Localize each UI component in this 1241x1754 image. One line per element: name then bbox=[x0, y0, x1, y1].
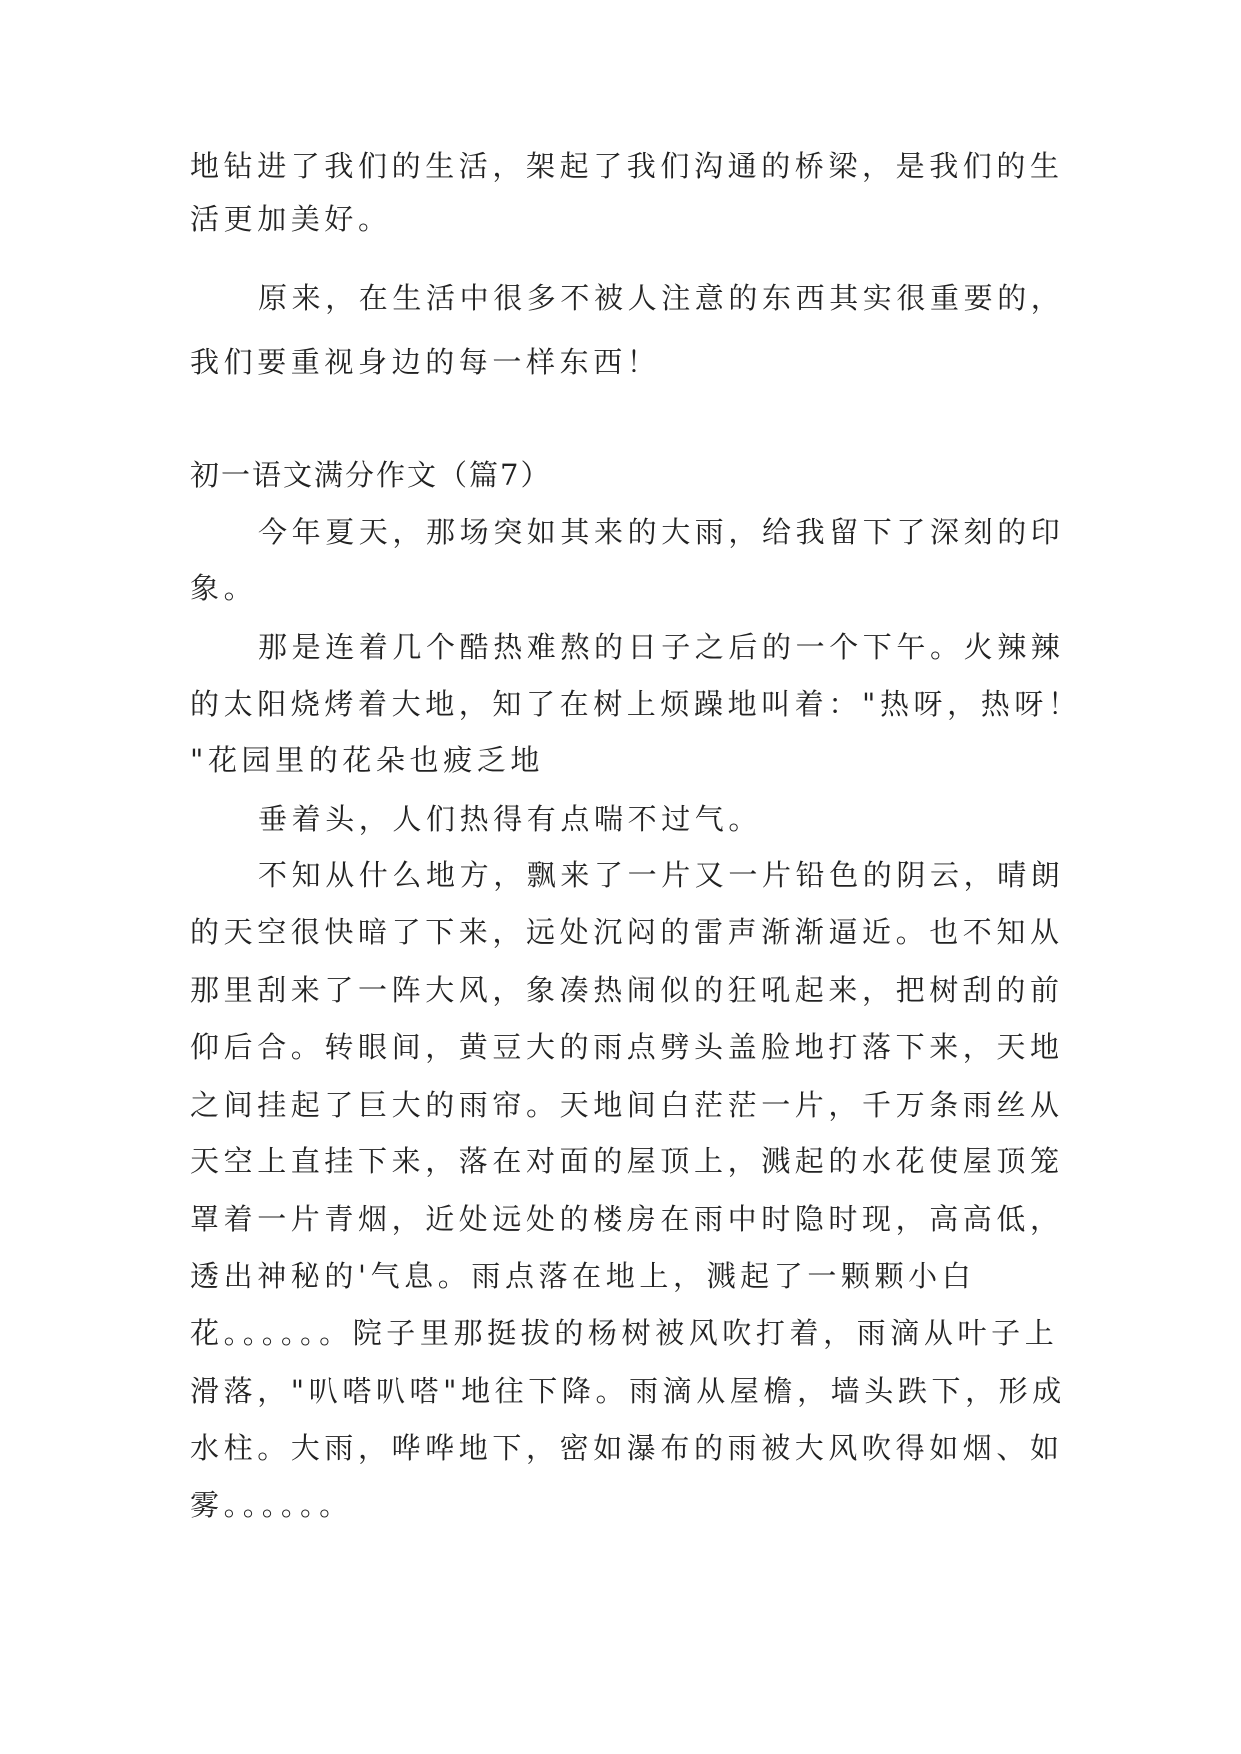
text-line: 今年夏天，那场突如其来的大雨，给我留下了深刻的印 bbox=[258, 515, 1065, 549]
text-line: 那是连着几个酷热难熬的日子之后的一个下午。火辣辣 bbox=[258, 630, 1065, 664]
text-line: 天空上直挂下来，落在对面的屋顶上，溅起的水花使屋顶笼 bbox=[190, 1144, 1064, 1178]
text-line: 不知从什么地方，飘来了一片又一片铅色的阴云，晴朗 bbox=[258, 858, 1065, 892]
text-line: 的太阳烧烤着大地，知了在树上烦躁地叫着："热呀，热呀！ bbox=[190, 687, 1082, 721]
text-line: 水柱。大雨，哗哗地下，密如瀑布的雨被大风吹得如烟、如 bbox=[190, 1431, 1064, 1465]
text-line: 活更加美好。 bbox=[190, 202, 392, 236]
section-heading: 初一语文满分作文（篇7） bbox=[190, 458, 552, 492]
text-line: "花园里的花朵也疲乏地 bbox=[190, 743, 544, 777]
text-line: 罩着一片青烟，近处远处的楼房在雨中时隐时现，高高低， bbox=[190, 1202, 1064, 1236]
text-line: 我们要重视身边的每一样东西！ bbox=[190, 345, 661, 379]
text-line: 垂着头，人们热得有点喘不过气。 bbox=[258, 802, 763, 836]
text-line: 透出神秘的'气息。雨点落在地上，溅起了一颗颗小白 bbox=[190, 1259, 976, 1293]
text-line: 象。 bbox=[190, 571, 258, 605]
text-line: 花。。。。。。院子里那挺拔的杨树被风吹打着，雨滴从叶子上 bbox=[190, 1316, 1059, 1350]
text-line: 那里刮来了一阵大风，象凑热闹似的狂吼起来，把树刮的前 bbox=[190, 973, 1064, 1007]
text-line: 的天空很快暗了下来，远处沉闷的雷声渐渐逼近。也不知从 bbox=[190, 915, 1064, 949]
text-line: 滑落，"叭嗒叭嗒"地往下降。雨滴从屋檐，墙头跌下，形成 bbox=[190, 1374, 1066, 1408]
text-line: 雾。。。。。。 bbox=[190, 1488, 353, 1522]
text-line: 原来，在生活中很多不被人注意的东西其实很重要的， bbox=[258, 281, 1065, 315]
text-line: 仰后合。转眼间，黄豆大的雨点劈头盖脸地打落下来，天地 bbox=[190, 1030, 1064, 1064]
text-line: 地钻进了我们的生活，架起了我们沟通的桥梁，是我们的生 bbox=[190, 149, 1064, 183]
text-line: 之间挂起了巨大的雨帘。天地间白茫茫一片，千万条雨丝从 bbox=[190, 1088, 1064, 1122]
